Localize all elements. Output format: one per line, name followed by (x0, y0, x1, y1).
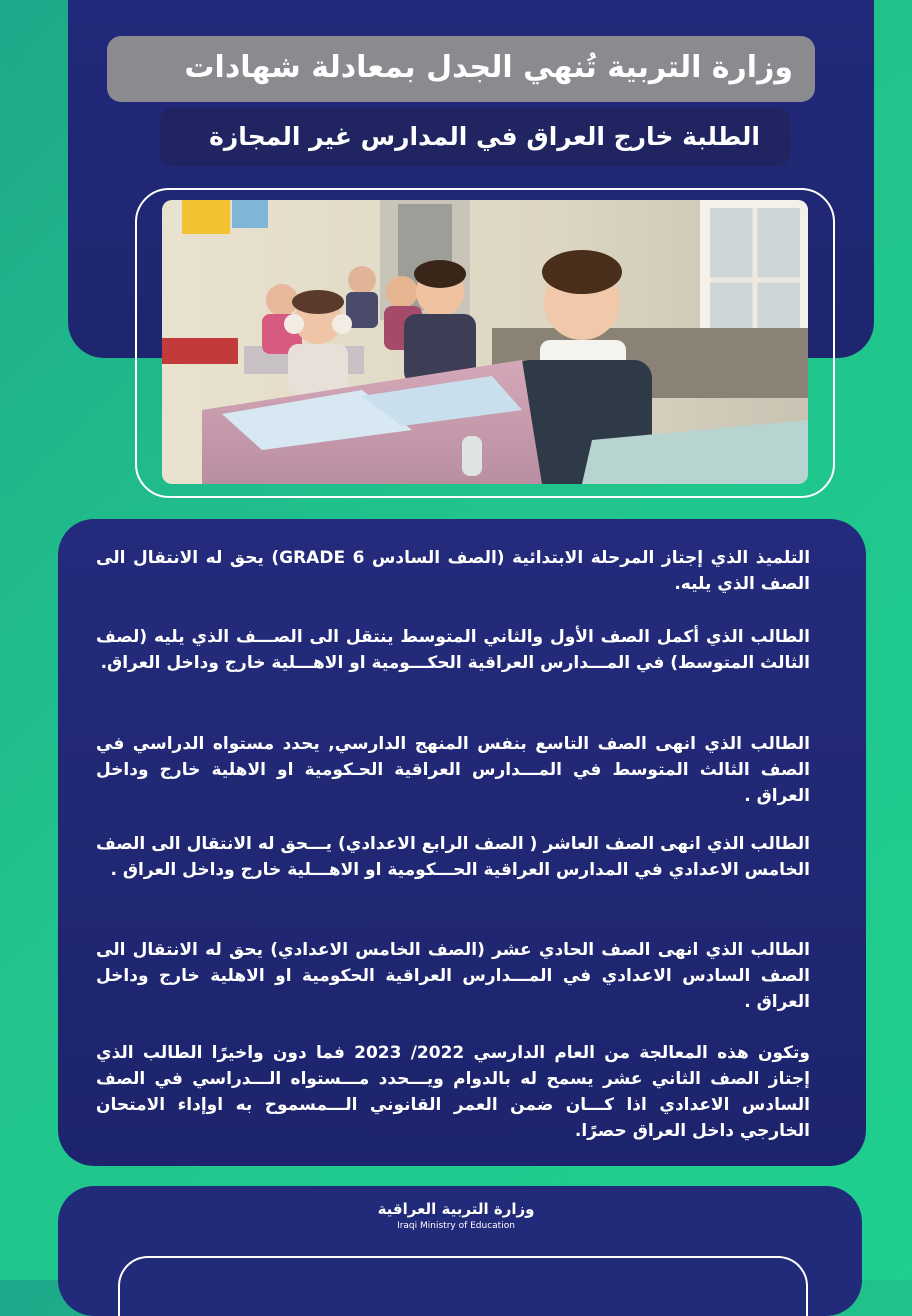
footer-frame (118, 1256, 808, 1316)
classroom-photo (162, 200, 808, 484)
page-title: وزارة التربية تُنهي الجدل بمعادلة شهادات (184, 50, 793, 85)
ministry-logo-english: Iraqi Ministry of Education (397, 1221, 515, 1231)
page-subtitle: الطلبة خارج العراق في المدارس غير المجازة (209, 122, 760, 151)
paragraph-5: الطالب الذي انهى الصف الحادي عشر (الصف الخامس الاعدادي) يحق له الانتقال الى الصف السادس الاعدادي في المـــدارس العراقية الحكومية او الاهلية خارج وداخل العراق . (96, 940, 810, 1012)
ministry-logo-arabic: وزارة التربية العراقية (377, 1200, 535, 1218)
paragraph-1: التلميذ الذي إجتاز المرحلة الابتدائية (الصف السادس GRADE 6) يحق له الانتقال الى الصف الذي يليه. (96, 548, 811, 594)
paragraph-2: الطالب الذي أكمل الصف الأول والثاني المتوسط ينتقل الى الصـــف الذي يليه (لصف الثالث المتوسط) في المـــدارس العراقية الحكـــومية او الاهـــلية خارج وداخل العراق. (96, 627, 810, 673)
paragraph-4: الطالب الذي انهى الصف العاشر ( الصف الرابع الاعدادي) يـــحق له الانتقال الى الصف الخامس الاعدادي في المدارس العراقية الحـــكومية او الاهـــلية خارج وداخل العراق . (96, 834, 810, 880)
paragraph-3: الطالب الذي انهى الصف التاسع بنفس المنهج الدارسي, يحدد مستواه الدراسي في الصف الثالث المتوسط في المـــدارس العراقية الحـكومية او الاهلية خارج وداخل العراق . (96, 734, 810, 806)
paragraph-6: وتكون هذه المعالجة من العام الدارسي 2022/ 2023 فما دون واخيرًا الطالب الذي إجتاز الصف الثاني عشر يسمح له بالدوام ويـــحدد مـــستواه الـــدراسي في الصف السادس الاعدادي اذا كـــان ضمن العمر القانوني الـــمسموح به اوإداء الامتحان الخارجي داخل العراق حصرًا. (96, 1043, 810, 1141)
subtitle-banner (160, 108, 790, 166)
title-banner (107, 36, 815, 102)
